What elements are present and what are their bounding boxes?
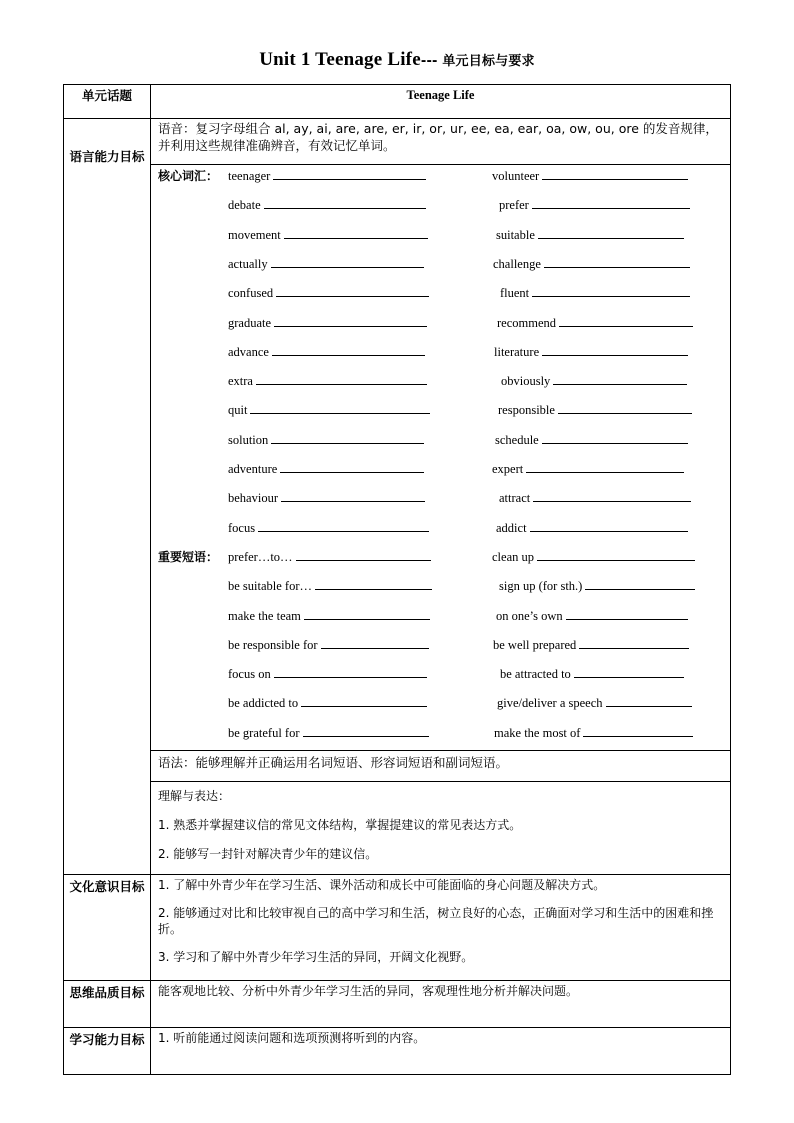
vocab-text: confused: [228, 286, 274, 301]
phrase-item: [228, 636, 429, 653]
phrase-section-label: 重要短语：: [158, 549, 219, 564]
vocab-row: [151, 343, 730, 361]
answer-blank: [542, 431, 688, 444]
topic-title: Teenage Life: [151, 85, 731, 119]
comprehension-item: 1. 熟悉并掌握建议信的常见文体结构，掌握提建议的常见表达方式。: [158, 818, 522, 832]
vocab-row: [151, 401, 730, 419]
vocab-item: [228, 343, 425, 360]
vocab-text: obviously: [501, 374, 551, 389]
answer-blank: [532, 284, 690, 297]
answer-blank: [256, 372, 427, 385]
vocab-text: schedule: [495, 432, 539, 447]
language-label: 语言能力目标: [64, 119, 151, 875]
thinking-label: 思维品质目标: [64, 981, 151, 1028]
vocab-text: recommend: [497, 315, 557, 330]
grammar-text: 语法：能够理解并正确运用名词短语、形容词短语和副词短语。: [151, 751, 731, 782]
document-title: [0, 49, 794, 71]
vocab-phrases-section: [151, 165, 731, 751]
answer-blank: [258, 519, 429, 532]
culture-label: 文化意识目标: [64, 875, 151, 981]
phrase-text: give/deliver a speech: [497, 696, 603, 711]
language-row-pronunciation: [64, 119, 731, 165]
vocab-item: [495, 431, 688, 448]
vocab-row: [151, 284, 730, 302]
phrase-text: make the most of: [494, 725, 581, 740]
vocab-row: [151, 196, 730, 214]
vocab-text: literature: [494, 344, 540, 359]
answer-blank: [274, 314, 427, 327]
title-sub: --- 单元目标与要求: [420, 54, 535, 69]
answer-blank: [271, 255, 424, 268]
phrase-text: be attracted to: [500, 667, 571, 682]
answer-blank: [272, 343, 425, 356]
culture-item: 1. 了解中外青少年在学习生活、课外活动和成长中可能面临的身心问题及解决方式。: [158, 878, 606, 892]
vocab-row: [151, 372, 730, 390]
answer-blank: [315, 577, 432, 590]
vocab-text: challenge: [493, 256, 541, 271]
phrase-item: [500, 665, 684, 682]
phrase-item: [497, 694, 692, 711]
vocab-item: [497, 314, 693, 331]
vocab-row: [151, 314, 730, 332]
vocab-item: [228, 196, 426, 213]
vocab-text: graduate: [228, 315, 272, 330]
vocab-text: focus: [228, 520, 256, 535]
vocab-text: responsible: [498, 403, 555, 418]
phrase-item: [499, 577, 695, 594]
phrase-row: [151, 724, 730, 742]
vocab-item: [499, 489, 691, 506]
answer-blank: [533, 489, 691, 502]
vocab-item: [228, 460, 424, 477]
answer-blank: [532, 196, 690, 209]
culture-item: 3. 学习和了解中外青少年学习生活的异同，开阔文化视野。: [158, 950, 474, 964]
answer-blank: [303, 724, 429, 737]
answer-blank: [271, 431, 424, 444]
phrase-text: focus on: [228, 667, 271, 682]
language-row-grammar: [64, 751, 731, 782]
phrase-item: [493, 636, 689, 653]
phrase-item: [496, 607, 688, 624]
answer-blank: [274, 665, 427, 678]
culture-section: [151, 875, 731, 981]
answer-blank: [321, 636, 429, 649]
vocab-row: [151, 167, 730, 185]
vocab-text: quit: [228, 403, 248, 418]
title-main: Unit 1 Teenage Life: [259, 49, 421, 70]
phrase-text: be addicted to: [228, 696, 299, 711]
phrase-item: [228, 577, 432, 594]
answer-blank: [558, 401, 692, 414]
vocab-item: [228, 519, 429, 536]
phrase-text: on one’s own: [496, 608, 563, 623]
answer-blank: [296, 548, 431, 561]
phrase-item: [228, 548, 431, 565]
vocab-item: [496, 226, 684, 243]
phrase-text: be suitable for…: [228, 579, 313, 594]
phrase-item: [228, 607, 430, 624]
vocab-row: [151, 431, 730, 449]
vocab-row: [151, 519, 730, 537]
vocab-text: actually: [228, 256, 268, 271]
answer-blank: [276, 284, 429, 297]
vocab-item: [499, 196, 690, 213]
goals-table: [63, 84, 731, 1075]
answer-blank: [542, 343, 688, 356]
vocab-item: [501, 372, 687, 389]
vocab-item: [498, 401, 692, 418]
vocab-text: adventure: [228, 462, 278, 476]
vocab-text: teenager: [228, 169, 271, 183]
language-row-vocab: [64, 165, 731, 751]
answer-blank: [538, 226, 684, 239]
answer-blank: [281, 489, 425, 502]
vocab-item: [228, 372, 427, 389]
learning-section: [151, 1028, 731, 1075]
vocab-text: suitable: [496, 227, 535, 242]
vocab-text: fluent: [500, 286, 530, 301]
learning-row: [64, 1028, 731, 1075]
answer-blank: [526, 460, 684, 473]
vocab-item: [228, 255, 424, 272]
vocab-row: [151, 255, 730, 273]
answer-blank: [537, 548, 695, 561]
phrase-item: [228, 665, 427, 682]
vocab-text: expert: [492, 462, 524, 476]
phrase-row: [151, 636, 730, 654]
vocab-item: [228, 167, 426, 184]
vocab-text: movement: [228, 227, 281, 242]
comprehension-title: 理解与表达：: [158, 789, 231, 803]
vocab-section-label: 核心词汇：: [158, 169, 219, 183]
phrase-text: prefer…to…: [228, 549, 293, 564]
vocab-item: [228, 489, 425, 506]
comprehension-item: 2. 能够写一封针对解决青少年的建议信。: [158, 847, 378, 861]
vocab-item: [492, 460, 684, 477]
answer-blank: [566, 607, 688, 620]
vocab-item: [494, 343, 688, 360]
answer-blank: [544, 255, 690, 268]
header-row: [64, 85, 731, 119]
answer-blank: [574, 665, 684, 678]
vocab-text: advance: [228, 344, 269, 359]
vocab-item: [228, 226, 428, 243]
culture-row: [64, 875, 731, 981]
learning-item: 1. 听前能通过阅读问题和选项预测将听到的内容。: [158, 1031, 426, 1045]
vocab-text: behaviour: [228, 491, 278, 506]
answer-blank: [280, 460, 424, 473]
comprehension-section: [151, 782, 731, 875]
answer-blank: [264, 196, 426, 209]
vocab-text: extra: [228, 374, 253, 389]
vocab-text: solution: [228, 432, 269, 447]
header-label: 单元话题: [64, 85, 151, 119]
thinking-section: [151, 981, 731, 1028]
thinking-row: [64, 981, 731, 1028]
phrase-item: [494, 724, 693, 741]
vocab-item: [228, 314, 427, 331]
answer-blank: [530, 519, 688, 532]
vocab-text: prefer: [499, 198, 529, 213]
answer-blank: [284, 226, 428, 239]
phrase-row: [151, 694, 730, 712]
phrase-row: [151, 665, 730, 683]
vocab-item: [493, 255, 690, 272]
vocab-row: [151, 460, 730, 478]
answer-blank: [542, 167, 688, 180]
vocab-item: [500, 284, 690, 301]
answer-blank: [304, 607, 430, 620]
vocab-item: [228, 284, 429, 301]
learning-label: 学习能力目标: [64, 1028, 151, 1075]
vocab-row: [151, 226, 730, 244]
answer-blank: [606, 694, 692, 707]
phrase-item: [492, 548, 695, 565]
phrase-text: sign up (for sth.): [499, 579, 583, 594]
phrase-text: be responsible for: [228, 637, 318, 652]
pronunciation-text: 语音：复习字母组合 al, ay, ai, are, are, er, ir, or, ur, ee, ea, ear, oa, ow, ou, ore 的发音规律，并利用这些规律准确辨音，有效记忆单词。: [151, 119, 731, 165]
answer-blank: [559, 314, 693, 327]
answer-blank: [583, 724, 693, 737]
answer-blank: [273, 167, 426, 180]
phrase-text: be grateful for: [228, 725, 300, 740]
answer-blank: [585, 577, 695, 590]
thinking-text: 能客观地比较、分析中外青少年学习生活的异同，客观理性地分析并解决问题。: [158, 984, 579, 998]
vocab-text: addict: [496, 520, 527, 535]
vocab-text: debate: [228, 198, 261, 213]
vocab-item: [496, 519, 688, 536]
vocab-item: [492, 167, 688, 184]
phrase-text: clean up: [492, 549, 534, 564]
phrase-text: be well prepared: [493, 637, 577, 652]
phrase-text: make the team: [228, 608, 301, 623]
culture-item: 2. 能够通过对比和比较审视自己的高中学习和生活，树立良好的心态，正确面对学习和生活中的困难和挫折。: [158, 906, 714, 936]
vocab-item: [228, 431, 424, 448]
answer-blank: [553, 372, 687, 385]
answer-blank: [301, 694, 427, 707]
phrase-item: [228, 724, 429, 741]
answer-blank: [579, 636, 689, 649]
vocab-row: [151, 489, 730, 507]
vocab-text: volunteer: [492, 169, 540, 183]
phrase-row: [151, 607, 730, 625]
phrase-row: [151, 577, 730, 595]
phrase-row: [151, 548, 730, 566]
vocab-item: [228, 401, 430, 418]
answer-blank: [250, 401, 430, 414]
vocab-text: attract: [499, 491, 531, 506]
language-row-comprehension: [64, 782, 731, 875]
phrase-item: [228, 694, 427, 711]
